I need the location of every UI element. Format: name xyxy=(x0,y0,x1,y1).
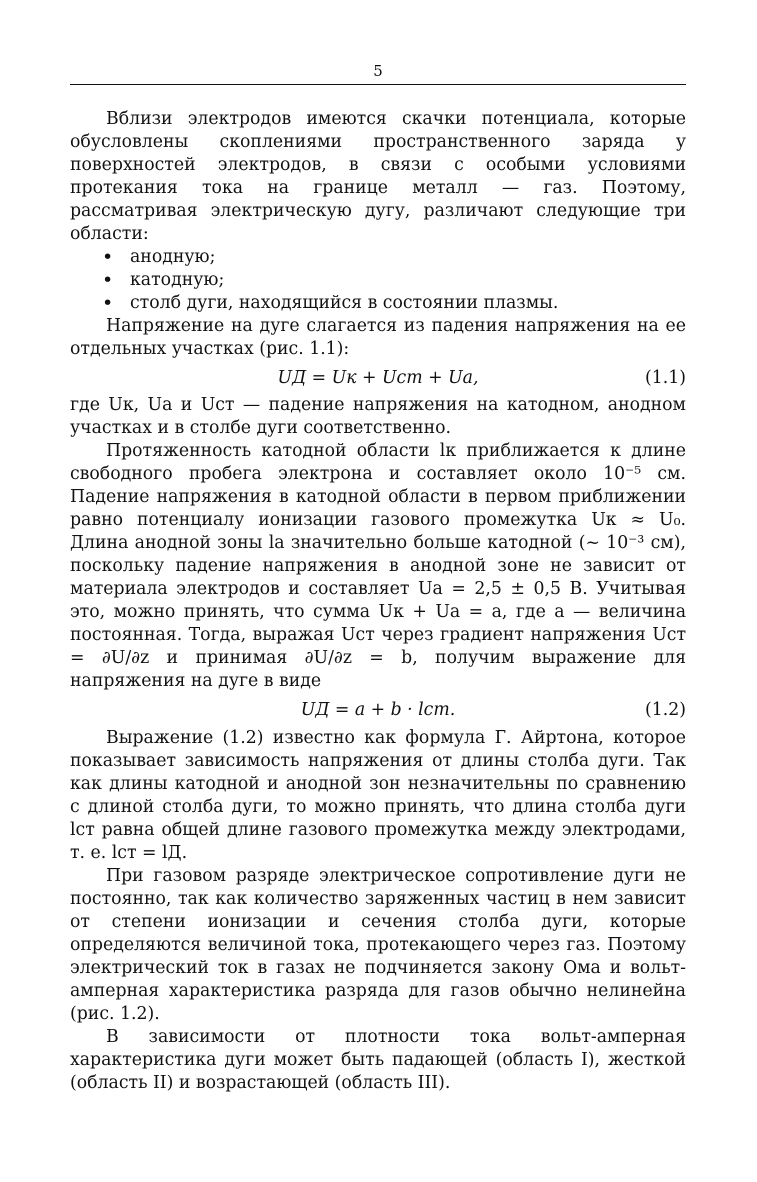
equation-1 xyxy=(70,364,686,392)
equation-1-number: (1.1) xyxy=(645,368,686,388)
body-text xyxy=(70,108,686,1095)
equation-2-number: (1.2) xyxy=(645,700,686,720)
equation-2-formula: UД = a + b · lст. xyxy=(300,700,456,720)
equation-2 xyxy=(70,696,686,724)
paragraph-2: Напряжение на дуге слагается из падения напряжения на ее отдельных участках (рис. 1.1): xyxy=(70,316,686,359)
equation-1-formula: UД = Uк + Uст + Uа, xyxy=(277,368,479,388)
bullet-item: • анодную; xyxy=(70,246,686,269)
paragraph-6: При газовом разряде электрическое сопротивление дуги не постоянно, так как количество заряженных частиц в нем зависит от степени ионизации и сечения столба дуги, которые определяются величиной тока, протекающего через газ. Поэтому электрический ток в газах не подчиняется закону Ома и вольт-амперная характеристика разряда для газов обычно нелинейна (рис. 1.2). xyxy=(70,866,686,1024)
paragraph-7: В зависимости от плотности тока вольт-амперная характеристика дуги может быть падающей (область I), жесткой (область II) и возрастающей (область III). xyxy=(70,1027,686,1093)
header-rule xyxy=(70,84,686,85)
paragraph-5: Выражение (1.2) известно как формула Г. Айртона, которое показывает зависимость напряжения от длины столба дуги. Так как длины катодной и анодной зон незначительны по сравнению с длиной столба дуги, то можно принять, что длина столба дуги lст равна общей длине газового промежутка между электродами, т. е. lст = lД. xyxy=(70,728,686,863)
paragraph-1: Вблизи электродов имеются скачки потенциала, которые обусловлены скоплениями пространственного заряда у поверхностей электродов, в связи с особыми условиями протекания тока на границе металл — газ. Поэтому, рассматривая электрическую дугу, различают следующие три области: xyxy=(70,109,686,244)
page-number: 5 xyxy=(373,62,383,80)
bullet-list xyxy=(70,246,686,315)
bullet-item: • катодную; xyxy=(70,269,686,292)
paragraph-3: где Uк, Uа и Uст — падение напряжения на катодном, анодном участках и в столбе дуги соответственно. xyxy=(70,395,686,438)
paragraph-4: Протяженность катодной области lк приближается к длине свободного пробега электрона и составляет около 10⁻⁵ см. Падение напряжения в катодной области в первом приближении равно потенциалу ионизации газового промежутка Uк ≈ U₀. Длина анодной зоны lа значительно больше катодной (~ 10⁻³ см), поскольку падение напряжения в анодной зоне не зависит от материала электродов и составляет Uа = 2,5 ± 0,5 В. Учитывая это, можно принять, что сумма Uк + Uа = a, где a — величина постоянная. Тогда, выражая Uст через градиент напряжения Uст = ∂U/∂z и принимая ∂U/∂z = b, получим выражение для напряжения на дуге в виде xyxy=(70,441,686,691)
bullet-item: • столб дуги, находящийся в состоянии плазмы. xyxy=(70,292,686,315)
